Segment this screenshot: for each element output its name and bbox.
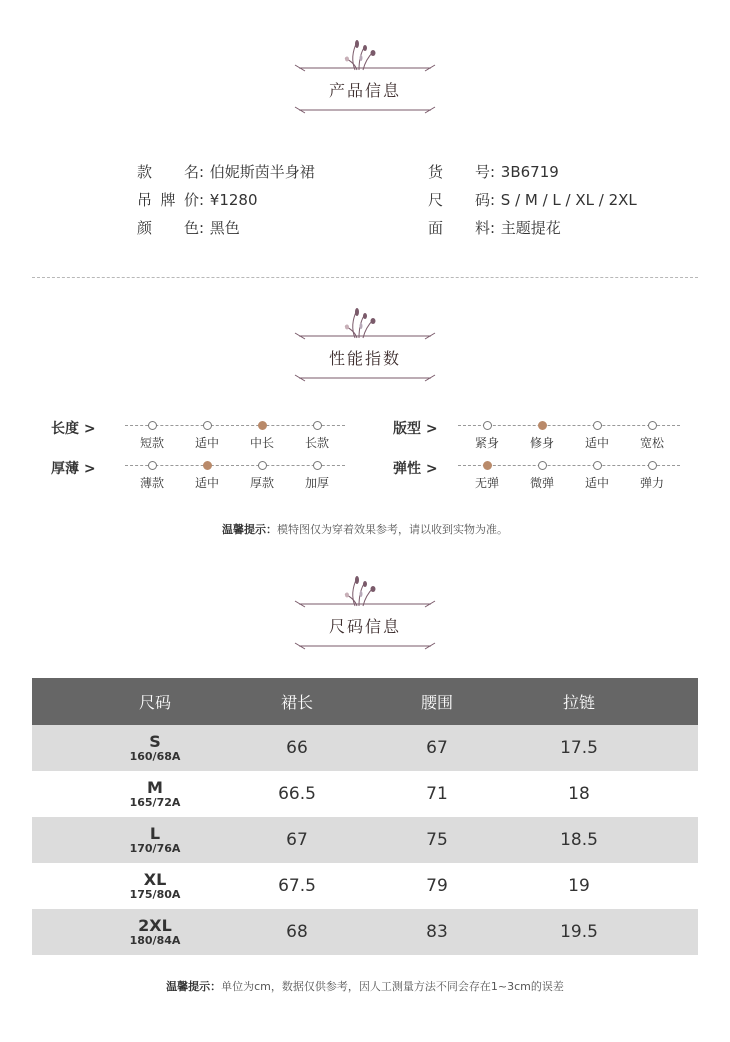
zipper-cell: 19.5 xyxy=(560,922,598,942)
size-spec: 170/76A xyxy=(129,841,181,855)
length-cell: 67 xyxy=(286,830,308,850)
perf-option-label: 适中 xyxy=(584,476,609,490)
table-header-cell: 尺码 xyxy=(138,693,171,712)
table-header-cell: 腰围 xyxy=(420,693,453,712)
info-row-color: 颜色: 黑色 xyxy=(137,219,240,237)
size-spec: 160/68A xyxy=(129,749,181,763)
zipper-cell: 18.5 xyxy=(560,830,598,850)
table-header-cell: 拉链 xyxy=(562,693,595,712)
perf-dot xyxy=(313,421,322,430)
section-title: 性能指数 xyxy=(328,349,401,368)
table-row xyxy=(32,725,698,771)
length-cell: 66 xyxy=(286,738,308,758)
size-spec: 175/80A xyxy=(129,887,181,901)
zipper-cell: 17.5 xyxy=(560,738,598,758)
perf-option-label: 长款 xyxy=(304,436,329,450)
size-table xyxy=(32,678,698,955)
size-label: L xyxy=(149,823,161,843)
info-value: 黑色 xyxy=(209,219,240,237)
perf-dot xyxy=(648,421,657,430)
zipper-cell: 18 xyxy=(568,784,590,804)
perf-dot-selected xyxy=(258,421,267,430)
info-value: 主题提花 xyxy=(500,219,561,237)
waist-cell: 83 xyxy=(426,922,448,942)
perf-dot xyxy=(538,461,547,470)
perf-option-label: 无弹 xyxy=(474,476,499,490)
perf-dot-selected xyxy=(203,461,212,470)
section-header-performance xyxy=(0,306,730,396)
info-label: 颜色 xyxy=(137,219,199,237)
info-label: 款名 xyxy=(137,163,199,181)
info-label: 货号 xyxy=(428,163,490,181)
table-header-cell: 裙长 xyxy=(280,693,313,712)
perf-dot-selected xyxy=(538,421,547,430)
perf-option-label: 弹力 xyxy=(639,476,664,490)
perf-option-label: 宽松 xyxy=(639,436,664,450)
perf-option-label: 修身 xyxy=(529,436,554,450)
waist-cell: 75 xyxy=(426,830,448,850)
perf-dot xyxy=(148,421,157,430)
size-tip xyxy=(0,978,730,994)
perf-label: 版型 > xyxy=(393,421,438,437)
tip-label: 温馨提示： xyxy=(166,980,222,993)
section-divider xyxy=(32,277,698,278)
info-value: ¥1280 xyxy=(209,191,258,209)
info-row-name: 款名: 伯妮斯茵半身裙 xyxy=(137,163,315,181)
size-cell xyxy=(84,817,226,863)
zipper-cell: 19 xyxy=(568,876,590,896)
perf-dot xyxy=(593,461,602,470)
perf-dot xyxy=(648,461,657,470)
perf-dot xyxy=(258,461,267,470)
perf-option-label: 厚款 xyxy=(249,476,274,490)
perf-label: 长度 > xyxy=(51,421,96,437)
size-cell xyxy=(84,863,226,909)
info-row-fabric: 面料: 主题提花 xyxy=(428,219,561,237)
size-cell xyxy=(84,771,226,817)
perf-dot xyxy=(313,461,322,470)
perf-option-label: 紧身 xyxy=(474,436,499,450)
info-label: 面料 xyxy=(428,219,490,237)
size-label: XL xyxy=(143,869,167,889)
perf-dot xyxy=(483,421,492,430)
table-row xyxy=(32,817,698,863)
length-cell: 67.5 xyxy=(278,876,316,896)
table-row xyxy=(32,863,698,909)
perf-option-label: 中长 xyxy=(249,436,274,450)
perf-scale-line xyxy=(125,425,345,426)
size-cell xyxy=(84,725,226,771)
size-spec: 180/84A xyxy=(129,933,181,947)
waist-cell: 71 xyxy=(426,784,448,804)
section-title: 产品信息 xyxy=(328,81,401,100)
table-header-row xyxy=(32,678,698,725)
perf-dot-selected xyxy=(483,461,492,470)
perf-dot xyxy=(148,461,157,470)
info-value: 3B6719 xyxy=(500,163,559,181)
info-label: 吊牌价 xyxy=(137,191,199,209)
perf-option-label: 加厚 xyxy=(304,476,329,490)
waist-cell: 79 xyxy=(426,876,448,896)
perf-dot xyxy=(203,421,212,430)
perf-option-label: 适中 xyxy=(194,436,219,450)
perf-option-label: 薄款 xyxy=(139,476,164,490)
section-title: 尺码信息 xyxy=(328,617,401,636)
size-label: M xyxy=(147,777,163,797)
performance-tip xyxy=(0,521,730,537)
info-value: S / M / L / XL / 2XL xyxy=(500,191,637,209)
info-label: 尺码 xyxy=(428,191,490,209)
table-row xyxy=(32,909,698,955)
perf-label: 弹性 > xyxy=(393,461,438,477)
info-row-price: 吊牌价: ¥1280 xyxy=(137,191,258,209)
length-cell: 66.5 xyxy=(278,784,316,804)
perf-option-label: 适中 xyxy=(584,436,609,450)
perf-scale-line xyxy=(125,465,345,466)
info-value: 伯妮斯茵半身裙 xyxy=(209,163,315,181)
perf-option-label: 微弹 xyxy=(529,476,554,490)
section-header-product-info xyxy=(0,38,730,128)
info-row-sizes: 尺码: S / M / L / XL / 2XL xyxy=(428,191,637,209)
size-cell xyxy=(84,909,226,955)
tip-text: 单位为cm，数据仅供参考，因人工测量方法不同会存在1~3cm的误差 xyxy=(221,980,564,993)
length-cell: 68 xyxy=(286,922,308,942)
size-label: 2XL xyxy=(138,915,172,935)
perf-dot xyxy=(593,421,602,430)
info-row-sku: 货号: 3B6719 xyxy=(428,163,559,181)
section-header-size-info xyxy=(0,574,730,664)
size-spec: 165/72A xyxy=(129,795,181,809)
perf-label: 厚薄 > xyxy=(51,461,96,477)
perf-option-label: 适中 xyxy=(194,476,219,490)
table-row xyxy=(32,771,698,817)
tip-label: 温馨提示： xyxy=(222,523,277,536)
waist-cell: 67 xyxy=(426,738,448,758)
perf-option-label: 短款 xyxy=(139,436,164,450)
size-label: S xyxy=(149,731,161,751)
tip-text: 模特图仅为穿着效果参考，请以收到实物为准。 xyxy=(277,523,508,536)
